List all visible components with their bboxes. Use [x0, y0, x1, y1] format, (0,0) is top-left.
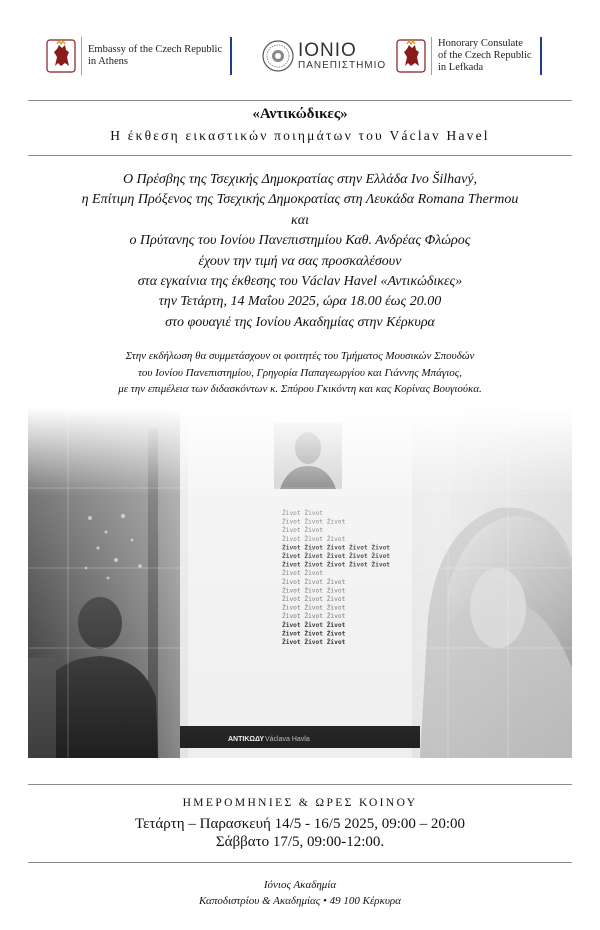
invitation-line: στο φουαγιέ της Ιονίου Ακαδημίας στην Κέρκυρα — [165, 314, 435, 330]
divider — [28, 784, 572, 785]
exhibition-photo — [28, 408, 572, 758]
divider — [28, 100, 572, 101]
schedule-line-saturday: Σάββατο 17/5, 09:00-12:00. — [215, 834, 385, 850]
ionio-subtitle: ΠΑΝΕΠΙΣΤΗΜΙΟ — [298, 59, 387, 71]
embassy-logo — [46, 34, 232, 78]
invitation-line: στα εγκαίνια της έκθεσης του Václav Havel «Αντικώδικες» — [137, 274, 463, 290]
note-line: Στην εκδήλωση θα συμμετάσχουν οι φοιτητές του Τμήματος Μουσικών Σπουδών — [125, 350, 475, 362]
exhibition-subtitle: Η έκθεση εικαστικών ποιημάτων του Václav Havel — [110, 128, 490, 143]
note-line: του Ιονίου Πανεπιστημίου, Γρηγορία Παπαγεωργίου και Γιάννης Μπάγιος, — [137, 366, 462, 379]
invitation-line: η Επίτιμη Πρόξενος της Τσεχικής Δημοκρατίας στη Λευκάδα Romana Thermou — [81, 192, 519, 208]
venue-info — [0, 877, 600, 909]
venue-name: Ιόνιος Ακαδημία — [263, 879, 337, 891]
invitation-line: ο Πρύτανης του Ιονίου Πανεπιστημίου Καθ. Ανδρέας Φλώρος — [129, 233, 471, 249]
consulate-name-line1: Honorary Consulate — [438, 38, 523, 49]
schedule-line-weekdays: Τετάρτη – Παρασκευή 14/5 - 16/5 2025, 09:00 – 20:00 — [134, 816, 466, 832]
embassy-name-line2: in Athens — [88, 56, 128, 67]
invitation-text — [0, 170, 600, 333]
header-logos — [0, 34, 600, 84]
venue-address: Καποδιστρίου & Ακαδημίας • 49 100 Κέρκυρα — [199, 895, 401, 907]
exhibition-title: «Αντικώδικες» — [252, 106, 348, 122]
divider — [28, 155, 572, 156]
divider — [28, 862, 572, 863]
university-seal-icon — [262, 40, 294, 72]
embassy-name-line1: Embassy of the Czech Republic — [88, 44, 223, 55]
czech-lion-icon — [396, 39, 426, 73]
ionian-university-logo — [262, 34, 386, 78]
czech-flag-bar — [540, 37, 542, 75]
ionio-name: ΙΟΝΙΟ — [298, 39, 357, 61]
invitation-line: την Τετάρτη, 14 Μαΐου 2025, ώρα 18.00 έως 20.00 — [158, 294, 442, 310]
consulate-name-line2: of the Czech Republic — [438, 50, 532, 61]
invitation-line: Ο Πρέσβης της Τσεχικής Δημοκρατίας στην Ελλάδα Ivo Šilhavý, — [122, 172, 478, 187]
czech-lion-icon — [46, 39, 76, 73]
invitation-line: έχουν την τιμή να σας προσκαλέσουν — [198, 253, 402, 269]
participants-note — [0, 348, 600, 398]
schedule-hours — [0, 815, 600, 851]
schedule-heading: ΗΜΕΡΟΜΗΝΙΕΣ & ΩΡΕΣ ΚΟΙΝΟΥ — [182, 797, 418, 809]
czech-flag-bar — [230, 37, 232, 75]
photo-collage-image — [28, 408, 572, 758]
invitation-line: και — [291, 212, 309, 228]
note-line: με την επιμέλεια των διδασκόντων κ. Σπύρου Γκικόντη και κας Κορίνας Βουγιούκα. — [118, 383, 482, 395]
consulate-name-line3: in Lefkada — [438, 62, 484, 73]
consulate-logo — [396, 34, 542, 78]
